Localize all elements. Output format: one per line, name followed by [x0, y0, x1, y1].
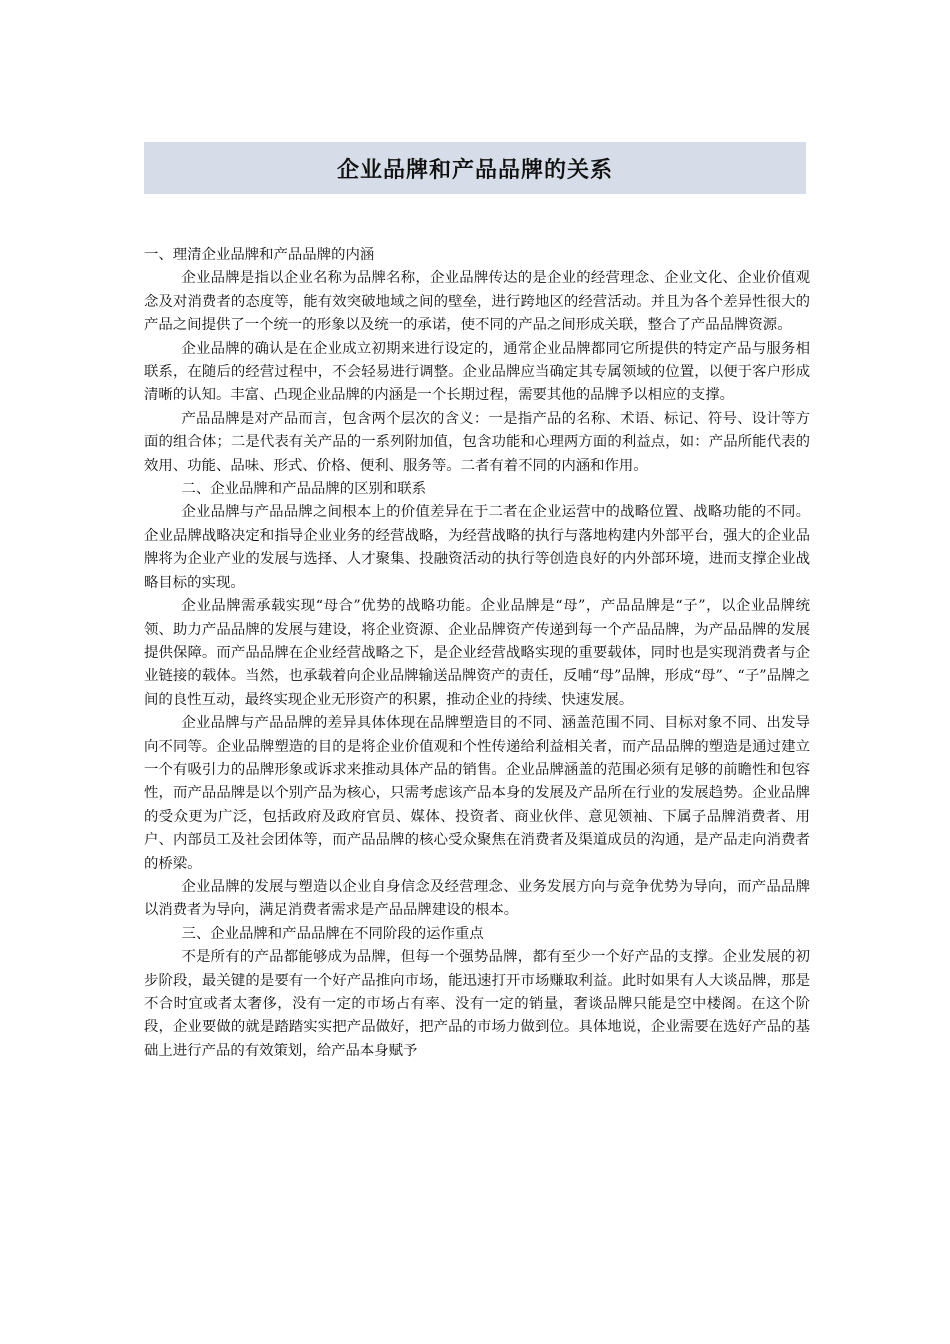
paragraph: 不是所有的产品都能够成为品牌，但每一个强势品牌，都有至少一个好产品的支撑。企业发展的初步阶段，最关键的是要有一个好产品推向市场，能迅速打开市场赚取利益。此时如果有人大谈品牌，那是不合时宜或者太奢侈，没有一定的市场占有率、没有一定的销量，奢谈品牌只能是空中楼阁。在这个阶段，企业要做的就是踏踏实实把产品做好，把产品的市场力做到位。具体地说，企业需要在选好产品的基础上进行产品的有效策划，给产品本身赋予 [144, 949, 810, 1059]
paragraph: 企业品牌与产品品牌之间根本上的价值差异在于二者在企业运营中的战略位置、战略功能的不同。企业品牌战略决定和指导企业业务的经营战略，为经营战略的执行与落地构建内外部平台，强大的企业品牌将为企业产业的发展与选择、人才聚集、投融资活动的执行等创造良好的内外部环境，进而支撑企业战略目标的实现。 [144, 504, 810, 591]
document-title: 企业品牌和产品品牌的关系 [336, 157, 613, 183]
title-banner [144, 142, 806, 194]
section-heading-2: 二、企业品牌和产品品牌的区别和联系 [181, 481, 427, 498]
section-heading-1: 一、理清企业品牌和产品品牌的内涵 [144, 247, 375, 263]
paragraph: 企业品牌的确认是在企业成立初期来进行设定的，通常企业品牌都同它所提供的特定产品与服务相联系，在随后的经营过程中，不会轻易进行调整。企业品牌应当确定其专属领域的位置，以便于客户形成清晰的认知。丰富、凸现企业品牌的内涵是一个长期过程，需要其他的品牌予以相应的支撑。 [144, 340, 810, 404]
document-body [144, 244, 810, 1063]
paragraph: 企业品牌需承载实现“母合”优势的战略功能。企业品牌是“母”，产品品牌是“子”，以企业品牌统领、助力产品品牌的发展与建设，将企业资源、企业品牌资产传递到每一个产品品牌，为产品品牌的发展提供保障。而产品品牌在企业经营战略之下，是企业经营战略实现的重要载体，同时也是实现消费者与企业链接的载体。当然，也承载着向企业品牌输送品牌资产的责任，反哺“母”品牌，形成“母”、“子”品牌之间的良性互动，最终实现企业无形资产的积累，推动企业的持续、快速发展。 [144, 598, 810, 708]
paragraph: 产品品牌是对产品而言，包含两个层次的含义：一是指产品的名称、术语、标记、符号、设计等方面的组合体；二是代表有关产品的一系列附加值，包含功能和心理两方面的利益点，如：产品所能代表的效用、功能、品味、形式、价格、便利、服务等。二者有着不同的内涵和作用。 [144, 410, 810, 474]
paragraph: 企业品牌是指以企业名称为品牌名称，企业品牌传达的是企业的经营理念、企业文化、企业价值观念及对消费者的态度等，能有效突破地域之间的壁垒，进行跨地区的经营活动。并且为各个差异性很大的产品之间提供了一个统一的形象以及统一的承诺，使不同的产品之间形成关联，整合了产品品牌资源。 [144, 270, 810, 334]
section-heading-3: 三、企业品牌和产品品牌在不同阶段的运作重点 [181, 925, 484, 942]
paragraph: 企业品牌的发展与塑造以企业自身信念及经营理念、业务发展方向与竞争优势为导向，而产品品牌以消费者为导向，满足消费者需求是产品品牌建设的根本。 [144, 878, 810, 919]
paragraph: 企业品牌与产品品牌的差异具体体现在品牌塑造目的不同、涵盖范围不同、目标对象不同、出发导向不同等。企业品牌塑造的目的是将企业价值观和个性传递给利益相关者，而产品品牌的塑造是通过建立一个有吸引力的品牌形象或诉求来推动具体产品的销售。企业品牌涵盖的范围必须有足够的前瞻性和包容性，而产品品牌是以个别产品为核心，只需考虑该产品本身的发展及产品所在行业的发展趋势。企业品牌的受众更为广泛，包括政府及政府官员、媒体、投资者、商业伙伴、意见领袖、下属子品牌消费者、用户、内部员工及社会团体等，而产品品牌的核心受众聚焦在消费者及渠道成员的沟通，是产品走向消费者的桥梁。 [144, 715, 810, 872]
